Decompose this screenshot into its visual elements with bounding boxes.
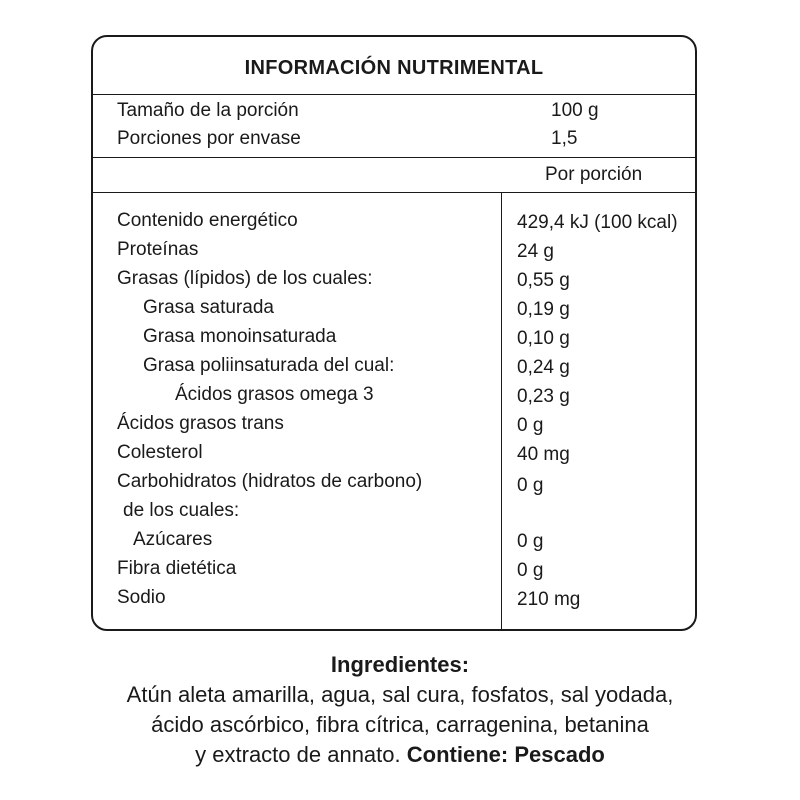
nutrient-polyunsaturated-fat-value: 0,24 g — [517, 357, 570, 378]
nutrient-cholesterol-value: 40 mg — [517, 444, 570, 465]
nutrient-fiber-name: Fibra dietética — [117, 558, 237, 579]
nutrient-sugars-value: 0 g — [517, 531, 544, 552]
nutrient-monounsaturated-fat-value: 0,10 g — [517, 328, 570, 349]
divider-serving — [93, 157, 695, 158]
nutrient-polyunsaturated-fat-name: Grasa poliinsaturada del cual: — [143, 355, 395, 376]
nutrient-cholesterol-name: Colesterol — [117, 442, 203, 463]
servings-per-container-label: Porciones por envase — [117, 128, 301, 149]
contains-value: Pescado — [514, 742, 605, 767]
divider-header — [93, 192, 695, 193]
ingredients-heading: Ingredientes: — [330, 652, 470, 677]
nutrient-energy-value: 429,4 kJ (100 kcal) — [517, 212, 678, 233]
nutrient-saturated-fat-value: 0,19 g — [517, 299, 570, 320]
nutrient-trans-fat-value: 0 g — [517, 415, 544, 436]
nutrition-facts-panel — [91, 35, 697, 631]
ingredients-line-1: Atún aleta amarilla, agua, sal cura, fosfatos, sal yodada, — [126, 682, 674, 707]
nutrient-fiber-value: 0 g — [517, 560, 544, 581]
nutrient-saturated-fat-name: Grasa saturada — [143, 297, 274, 318]
nutrient-sodium-name: Sodio — [117, 587, 166, 608]
panel-title: INFORMACIÓN NUTRIMENTAL — [244, 57, 544, 79]
nutrient-protein-name: Proteínas — [117, 239, 199, 260]
servings-per-container-value: 1,5 — [551, 128, 578, 149]
ingredients-line-2: ácido ascórbico, fibra cítrica, carragenina, betanina — [151, 712, 649, 737]
contains-label: Contiene: — [406, 742, 509, 767]
divider-title — [93, 94, 695, 95]
nutrient-carbohydrates-value: 0 g — [517, 475, 544, 496]
column-divider — [501, 192, 502, 629]
serving-size-label: Tamaño de la porción — [117, 100, 299, 121]
nutrient-monounsaturated-fat-name: Grasa monoinsaturada — [143, 326, 337, 347]
per-serving-header: Por porción — [545, 164, 643, 185]
ingredients-line-3 — [0, 740, 800, 770]
nutrient-fat-name: Grasas (lípidos) de los cuales: — [117, 268, 373, 289]
nutrient-of-which-name: de los cuales: — [123, 500, 240, 521]
nutrient-trans-fat-name: Ácidos grasos trans — [117, 413, 284, 434]
nutrient-energy-name: Contenido energético — [117, 210, 298, 231]
nutrient-fat-value: 0,55 g — [517, 270, 570, 291]
nutrient-omega3-name: Ácidos grasos omega 3 — [175, 384, 374, 405]
nutrient-protein-value: 24 g — [517, 241, 554, 262]
serving-size-value: 100 g — [551, 100, 599, 121]
ingredients-line-3-text: y extracto de annato. — [195, 742, 401, 767]
nutrient-omega3-value: 0,23 g — [517, 386, 570, 407]
ingredients-block — [0, 650, 800, 770]
nutrient-carbohydrates-name: Carbohidratos (hidratos de carbono) — [117, 471, 423, 492]
nutrient-sugars-name: Azúcares — [133, 529, 213, 550]
nutrient-sodium-value: 210 mg — [517, 589, 581, 610]
